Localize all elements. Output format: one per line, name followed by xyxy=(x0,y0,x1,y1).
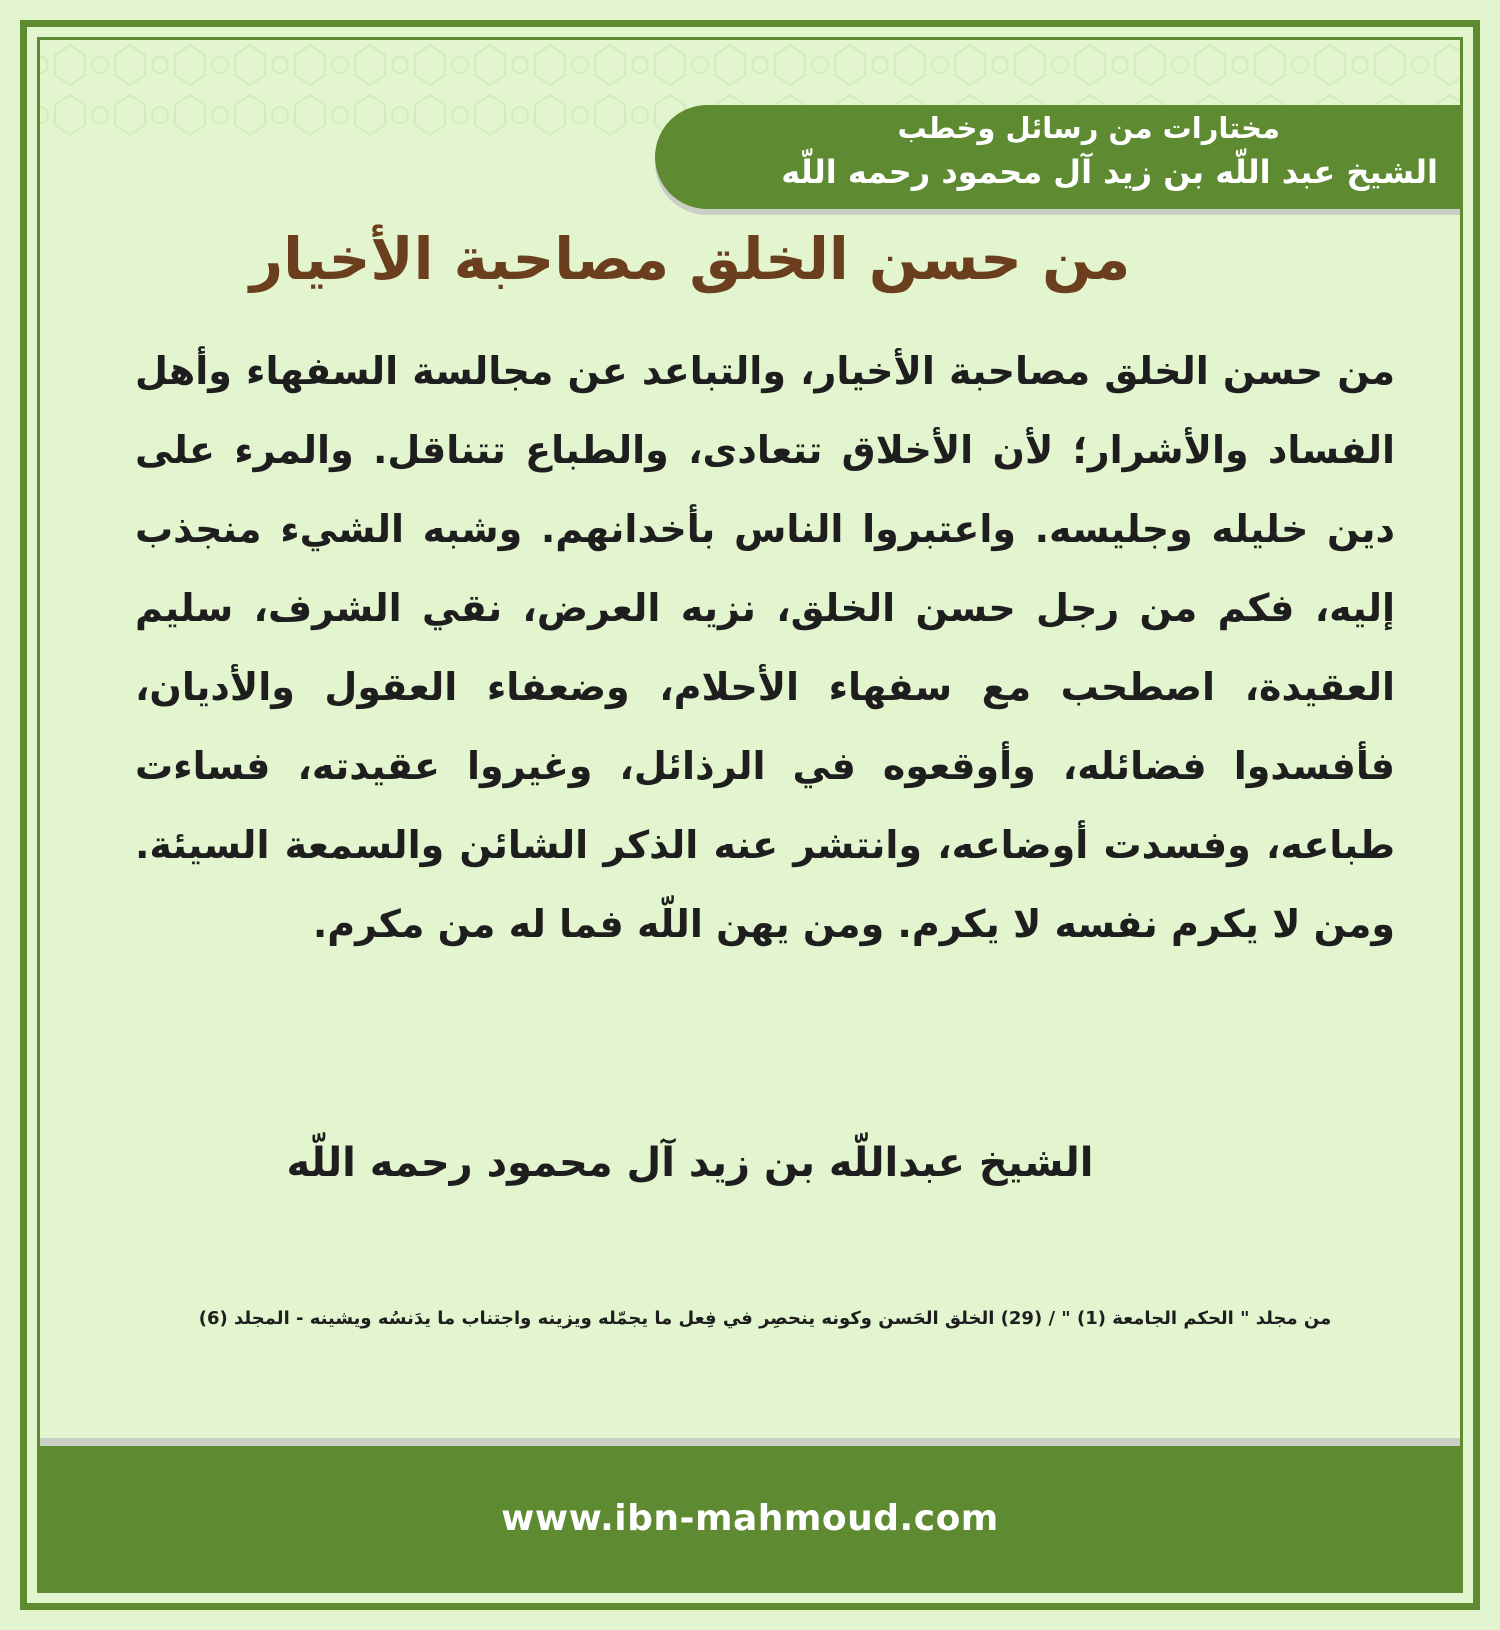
footer-bar xyxy=(40,1438,1460,1590)
header-banner xyxy=(655,105,1460,209)
author-signature: الشيخ عبداللّه بن زيد آل محمود رحمه اللّه xyxy=(286,1140,1094,1186)
article-body: من حسن الخلق مصاحبة الأخيار، والتباعد عن مجالسة السفهاء وأهل الفساد والأشرار؛ لأن الأخلاق تتعادى، والطباع تتناقل. والمرء على دين خليله وجليسه. واعتبروا الناس بأخدانهم. وشبه الشيء منجذب إليه، فكم من رجل حسن الخلق، نزيه العرض، نقي الشرف، سليم العقيدة، اصطحب مع سفهاء الأحلام، وضعفاء العقول والأديان، فأفسدوا فضائله، وأوقعوه في الرذائل، وغيروا عقيدته، فساءت طباعه، وفسدت أوضاعه، وانتشر عنه الذكر الشائن والسمعة السيئة. ومن لا يكرم نفسه لا يكرم. ومن يهن اللّه فما له من مكرم. xyxy=(135,349,1395,946)
website-link[interactable]: www.ibn-mahmoud.com xyxy=(501,1497,999,1539)
page-title: من حسن الخلق مصاحبة الأخيار xyxy=(249,225,1131,293)
inner-frame xyxy=(37,37,1463,1593)
source-citation: من مجلد " الحكم الجامعة (1) " / (29) الخلق الحَسن وكونه ينحصِر في فِعل ما يجمّله ويزينه واجتناب ما يدَنسُه ويشينه - المجلد (6) xyxy=(198,1308,1332,1329)
banner-author: الشيخ عبد اللّه بن زيد آل محمود رحمه اللّه xyxy=(781,153,1438,191)
outer-frame xyxy=(20,20,1480,1610)
banner-subtitle: مختارات من رسائل وخطب xyxy=(897,111,1280,145)
